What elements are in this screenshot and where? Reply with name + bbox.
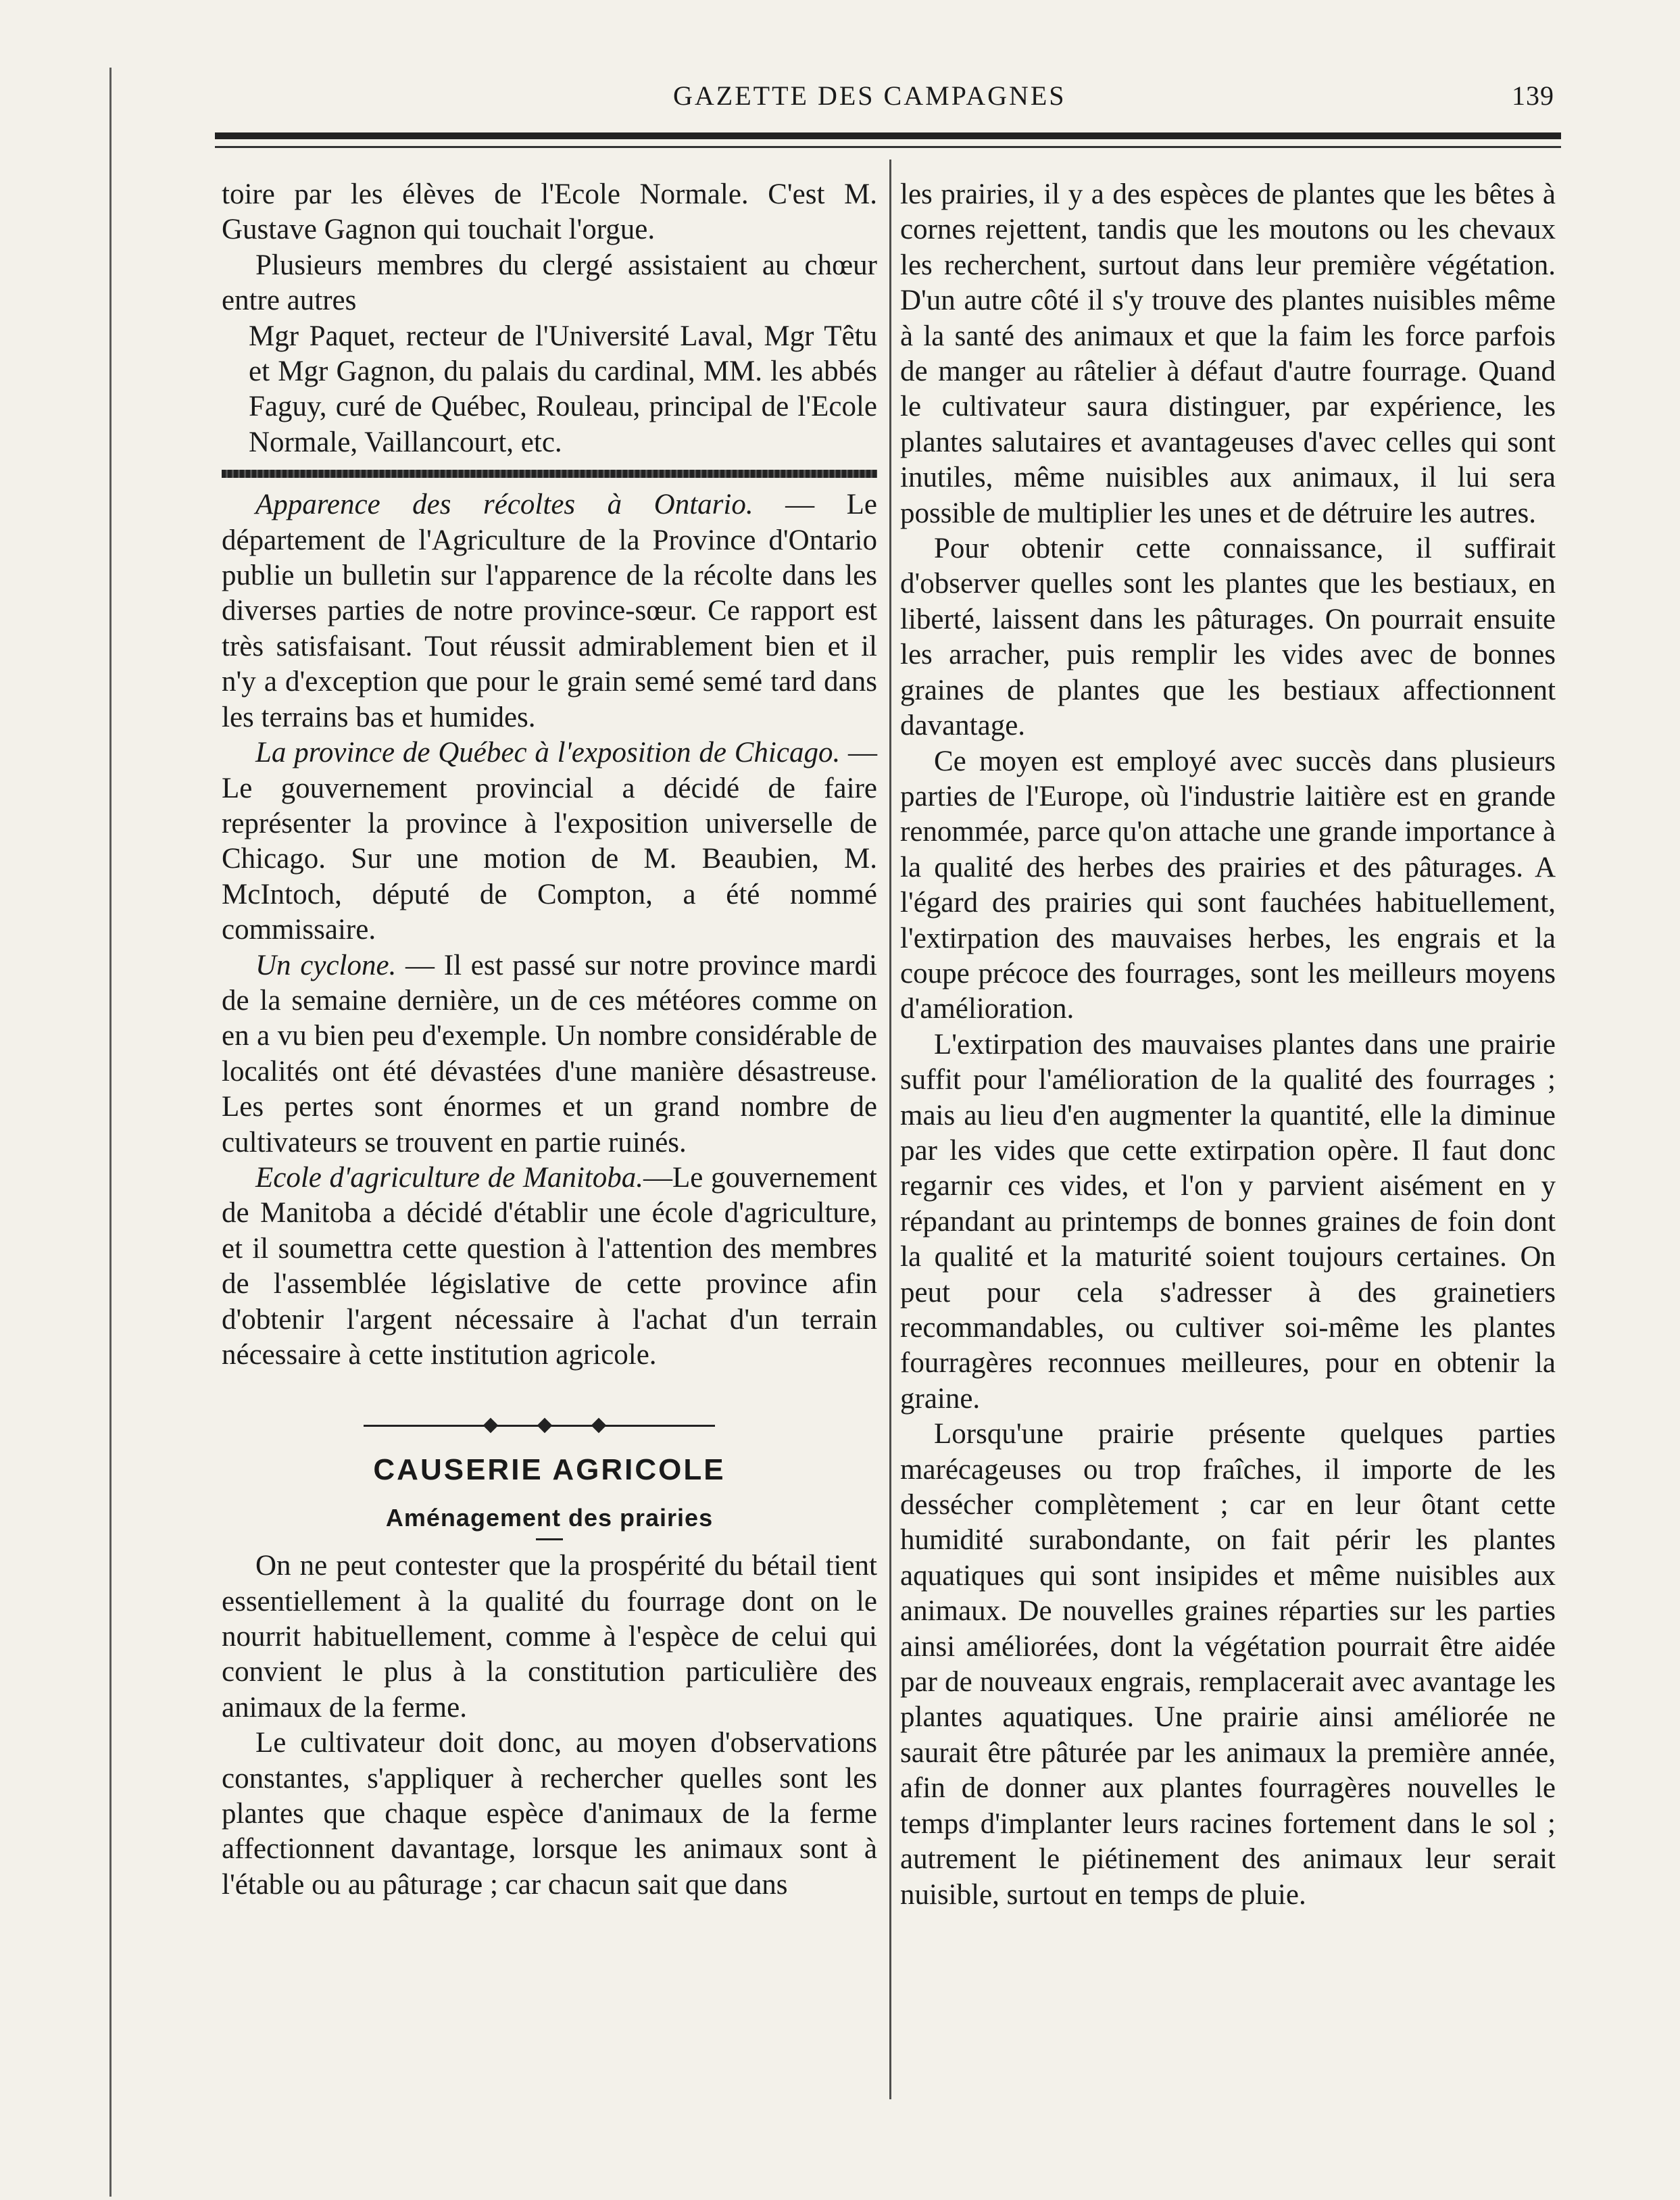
section-ornament (222, 1412, 877, 1439)
page-header (223, 80, 1568, 127)
paragraph: Plusieurs membres du clergé assistaient au chœur entre autres (222, 249, 877, 317)
ornament-dot (591, 1418, 607, 1434)
binding-margin-line (109, 68, 112, 2197)
section-title: CAUSERIE AGRICOLE (373, 1453, 726, 1487)
ornament-dot (483, 1418, 499, 1434)
news-item (222, 1160, 877, 1373)
news-item-text: —Le gouvernement de Manitoba a décidé d'établir une école d'agriculture, et il soumettra cette question à l'attention des membres de l'assemblée législative de cette province afin d'obtenir l'argent nécessaire à l'achat d'un terrain nécessaire à cette institution agricole. (222, 1161, 878, 1371)
paragraph: Le cultivateur doit donc, au moyen d'observations constantes, s'appliquer à rechercher quelles sont les plantes que chaque espèce d'animaux de la ferme affectionnent davantage, lorsque les animaux sont à l'étable ou au pâturage ; car chacun sait que dans (222, 1727, 877, 1901)
paragraph: Mgr Paquet, recteur de l'Université Laval, Mgr Têtu et Mgr Gagnon, du palais du cardinal, MM. les abbés Faguy, curé de Québec, Rouleau, principal de l'Ecole Normale, Vaillancourt, etc. (249, 320, 877, 458)
paragraph: On ne peut contester que la prospérité du bétail tient essentiellement à la qualité du fourrage dont on le nourrit habituellement, comme à l'espèce de celui qui convient le plus à la constitution particulière des animaux de la ferme. (222, 1550, 877, 1724)
paragraph: Pour obtenir cette connaissance, il suffirait d'observer quelles sont les plantes que les bestiaux, en liberté, laissent dans les pâturages. On pourrait ensuite les arracher, puis remplir les vides avec de bonnes graines de plantes que les bestiaux affectionnent davantage. (900, 533, 1556, 742)
news-item (222, 735, 877, 948)
paragraph: toire par les élèves de l'Ecole Normale. C'est M. Gustave Gagnon qui touchait l'orgue. (222, 178, 877, 246)
news-item-text: — Il est passé sur notre province mardi de la semaine dernière, un de ces météores comme on en a vu bien peu d'exemple. Un nombre considérable de localités ont été dévastées d'une manière désastreuse. Les pertes sont énormes et un grand nombre de cultivateurs se trouvent en partie ruinés. (222, 949, 878, 1158)
news-item-title: Un cyclone. (255, 949, 397, 981)
column-divider (889, 160, 891, 2099)
left-column (222, 177, 877, 1903)
header-rule-thin (215, 146, 1561, 148)
news-item-text: —Le gouvernement provincial a décidé de faire représenter la province à l'exposition universelle de Chicago. Sur une motion de M. Beaubien, M. McIntoch, député de Compton, a été nommé commissaire. (222, 737, 878, 946)
news-item-text: — Le département de l'Agriculture de la Province d'Ontario publie un bulletin sur l'apparence de la récolte dans les diverses parties de notre province-sœur. Ce rapport est très satisfaisant. Tout réussit admirablement bien et il n'y a d'exception que pour le grain semé semé tard dans les terrains bas et humides. (222, 489, 877, 733)
title-dash (536, 1538, 563, 1540)
news-item-title: Apparence des récoltes à Ontario. (255, 489, 753, 521)
subsection-title: Aménagement des prairies (385, 1503, 714, 1532)
page-number: 139 (1512, 80, 1554, 111)
news-item-title: Ecole d'agriculture de Manitoba. (255, 1161, 644, 1194)
publication-title: GAZETTE DES CAMPAGNES (673, 80, 1066, 111)
ornament-dot (537, 1418, 553, 1434)
news-item (222, 487, 877, 735)
paragraph: Ce moyen est employé avec succès dans plusieurs parties de l'Europe, où l'industrie laitière est en grande renommée, parce qu'on attache une grande importance à la qualité des herbes des prairies et des pâturages. A l'égard des prairies qui sont fauchées habituellement, l'extirpation des mauvaises herbes, les engrais et la coupe précoce des fourrages, sont les meilleurs moyens d'amélioration. (900, 745, 1556, 1025)
paragraph: les prairies, il y a des espèces de plantes que les bêtes à cornes rejettent, tandis que les moutons ou les chevaux les recherchent, surtout dans leur première végétation. D'un autre côté il s'y trouve des plantes nuisibles même à la santé des animaux et que la faim les force parfois de manger au râtelier à défaut d'autre fourrage. Quand le cultivateur saura distinguer, par expérience, les plantes salutaires et avantageuses d'avec celles qui sont inutiles, même nuisibles aux animaux, il lui sera possible de multiplier les unes et de détruire les autres. (900, 178, 1556, 529)
news-item (222, 948, 877, 1160)
right-column (900, 177, 1556, 1913)
header-rule-thick (215, 132, 1561, 139)
news-item-title: La province de Québec à l'exposition de Chicago. (255, 737, 841, 769)
separator-bar (222, 470, 877, 478)
paragraph: Lorsqu'une prairie présente quelques parties marécageuses ou trop fraîches, il importe de les dessécher complètement ; car en leur ôtant cette humidité surabondante, on fait périr les plantes aquatiques qui sont insipides et même nuisibles aux animaux. De nouvelles graines réparties sur les parties ainsi améliorées, dont la végétation pourrait être aidée par de nouveaux engrais, remplacerait avec avantage les plantes aquatiques. Une prairie ainsi améliorée ne saurait être pâturée par les animaux la première année, afin de donner aux plantes fourragères nouvelles le temps d'implanter leurs racines fortement dans le sol ; autrement le piétinement des animaux leur serait nuisible, surtout en temps de pluie. (900, 1418, 1556, 1911)
paragraph: L'extirpation des mauvaises plantes dans une prairie suffit pour l'amélioration de la qualité des fourrages ; mais au lieu d'en augmenter la quantité, elle la diminue par les vides que cette extirpation opère. Il faut donc regarnir ces vides, et l'on y parvient aisément en y répandant au printemps de bonnes graines de foin dont la qualité et la maturité soient toujours certaines. On peut pour cela s'adresser à des grainetiers recommandables, ou cultiver soi-même les plantes fourragères reconnues meilleures, pour en obtenir la graine. (900, 1028, 1556, 1415)
